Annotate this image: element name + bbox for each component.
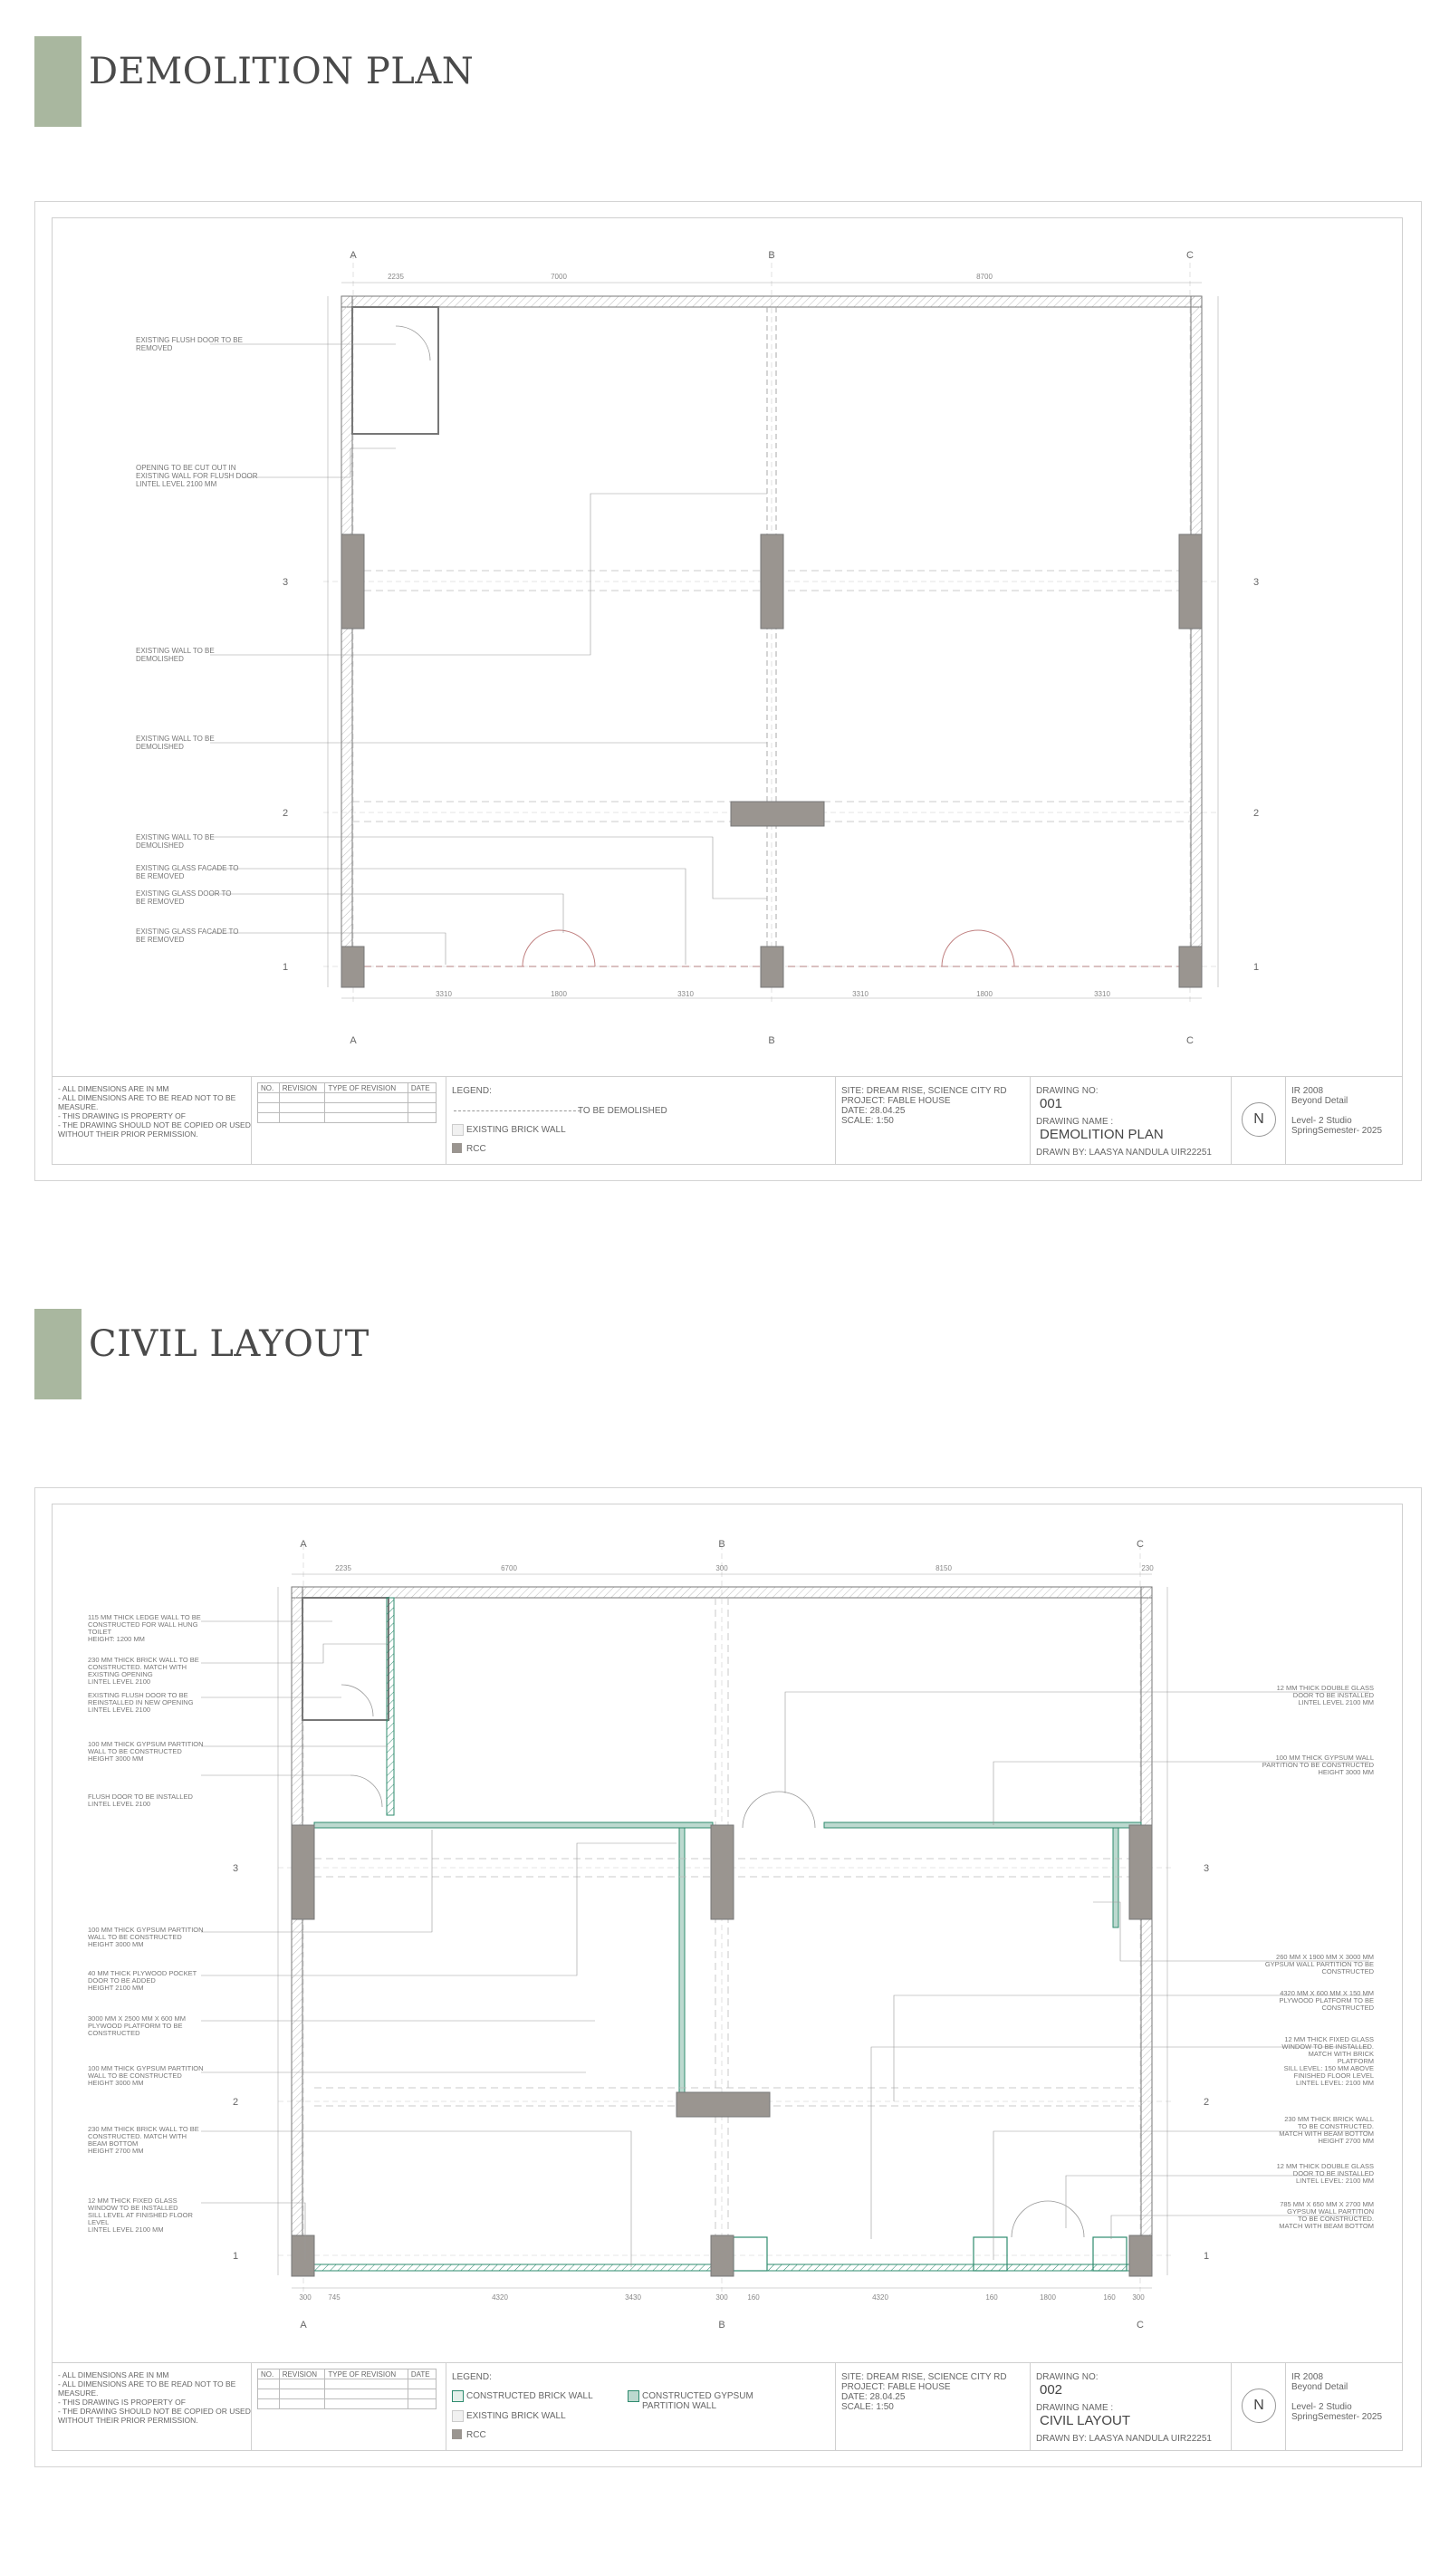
- svg-text:DOOR TO BE INSTALLED: DOOR TO BE INSTALLED: [1292, 1691, 1374, 1699]
- svg-text:BEAM BOTTOM: BEAM BOTTOM: [88, 2139, 139, 2148]
- dim-label: 2235: [388, 273, 404, 281]
- svg-text:WALL TO BE CONSTRUCTED: WALL TO BE CONSTRUCTED: [88, 1747, 182, 1755]
- svg-text:3310: 3310: [677, 990, 694, 998]
- annotation: 230 MM THICK BRICK WALL: [1284, 2115, 1374, 2123]
- dim-label: 2235: [335, 1564, 351, 1572]
- svg-text:SILL LEVEL: 150 MM ABOVE: SILL LEVEL: 150 MM ABOVE: [1283, 2064, 1374, 2072]
- annotation: 12 MM THICK FIXED GLASS: [1284, 2035, 1374, 2043]
- svg-text:HEIGHT 3000 MM: HEIGHT 3000 MM: [88, 1754, 144, 1763]
- notes-cell: [53, 2363, 252, 2450]
- drawing-no: 002: [1040, 2382, 1063, 2398]
- svg-text:GYPSUM WALL PARTITION: GYPSUM WALL PARTITION: [1287, 2207, 1374, 2216]
- section-title: CIVIL LAYOUT: [89, 1323, 369, 1365]
- svg-text:1: 1: [1252, 962, 1260, 973]
- svg-text:HEIGHT 3000 MM: HEIGHT 3000 MM: [88, 2079, 144, 2087]
- course-info: IR 2008 Beyond Detail Level- 2 Studio SpringSemester- 2025: [1291, 2372, 1383, 2422]
- svg-text:BE REMOVED: BE REMOVED: [136, 936, 185, 944]
- section-accent-band: [34, 1309, 82, 1399]
- svg-text:C: C: [1186, 1035, 1194, 1046]
- drawing-name-label: DRAWING NAME :: [1036, 2403, 1114, 2413]
- demolish-line: [454, 1110, 581, 1111]
- annotation: 100 MM THICK GYPSUM PARTITION: [88, 2064, 204, 2072]
- svg-text:DOOR TO BE INSTALLED: DOOR TO BE INSTALLED: [1292, 2169, 1374, 2177]
- annotation: EXISTING WALL TO BE: [136, 647, 215, 655]
- north-cell: [1232, 1077, 1286, 1164]
- svg-text:SILL LEVEL AT FINISHED FLOOR: SILL LEVEL AT FINISHED FLOOR: [88, 2211, 193, 2219]
- svg-text:3310: 3310: [436, 990, 452, 998]
- svg-text:3310: 3310: [852, 990, 868, 998]
- drawing-no-label: DRAWING NO:: [1036, 1086, 1099, 1096]
- svg-text:1800: 1800: [1040, 2293, 1056, 2302]
- drawing-name-label: DRAWING NAME :: [1036, 1117, 1114, 1127]
- svg-text:PLYWOOD PLATFORM TO BE: PLYWOOD PLATFORM TO BE: [88, 2022, 183, 2030]
- revision-table: [257, 1082, 437, 1123]
- annotation: 3000 MM X 2500 MM X 600 MM: [88, 2014, 186, 2023]
- section-accent-band: [34, 36, 82, 127]
- general-notes: - ALL DIMENSIONS ARE IN MM - ALL DIMENSIONS ARE TO BE READ NOT TO BE MEASURE. - THIS DRAWING IS PROPERTY OF - THE DRAWING SHOULD NOT BE COPIED OR USED WITHOUT THEIR PRIOR PERMISSION.: [58, 2370, 251, 2425]
- grid-label: A: [300, 1539, 307, 1550]
- svg-text:HEIGHT 2100 MM: HEIGHT 2100 MM: [88, 1984, 144, 1992]
- annotation: 4320 MM X 600 MM X 150 MM: [1280, 1989, 1374, 1997]
- rev-header: DATE: [408, 1083, 436, 1093]
- svg-text:LINTEL LEVEL 2100 MM: LINTEL LEVEL 2100 MM: [136, 480, 217, 488]
- site-cell: [836, 2363, 1031, 2450]
- demolition-plan-drawing: [52, 217, 1401, 1078]
- rev-header: REVISION: [279, 1083, 325, 1093]
- annotation: EXISTING WALL TO BE: [136, 735, 215, 743]
- svg-text:1: 1: [282, 962, 289, 973]
- svg-text:DEMOLISHED: DEMOLISHED: [136, 655, 184, 663]
- svg-text:6700: 6700: [501, 1564, 517, 1572]
- rev-header: NO.: [258, 1083, 280, 1093]
- rev-header: TYPE OF REVISION: [325, 1083, 408, 1093]
- legend-swatch-rcc: [452, 1143, 462, 1153]
- drawing-name: DEMOLITION PLAN: [1040, 1127, 1164, 1142]
- svg-text:PARTITION TO BE CONSTRUCTED: PARTITION TO BE CONSTRUCTED: [1262, 1761, 1374, 1769]
- annotation: EXISTING GLASS FACADE TO: [136, 864, 239, 872]
- legend-cell: [446, 2363, 836, 2450]
- annotation: EXISTING GLASS DOOR TO: [136, 889, 232, 898]
- north-cell: [1232, 2363, 1286, 2450]
- svg-text:3430: 3430: [625, 2293, 641, 2302]
- svg-text:230: 230: [1141, 1564, 1154, 1572]
- svg-text:8700: 8700: [976, 273, 993, 281]
- svg-text:BE REMOVED: BE REMOVED: [136, 898, 185, 906]
- site-info: SITE: DREAM RISE, SCIENCE CITY RD PROJECT: FABLE HOUSE DATE: 28.04.25 SCALE: 1:50: [841, 2372, 1007, 2412]
- drawn-by: DRAWN BY: LAASYA NANDULA UIR22251: [1036, 2434, 1212, 2444]
- annotation: 260 MM X 1900 MM X 3000 MM: [1276, 1953, 1374, 1961]
- annotation: EXISTING GLASS FACADE TO: [136, 928, 239, 936]
- svg-text:3: 3: [1252, 577, 1260, 588]
- svg-text:1: 1: [232, 2251, 239, 2262]
- svg-text:WALL TO BE CONSTRUCTED: WALL TO BE CONSTRUCTED: [88, 1933, 182, 1941]
- legend-swatch-constructed: [452, 2390, 464, 2402]
- drawing-info-cell: [1031, 1077, 1232, 1164]
- svg-text:2: 2: [282, 808, 289, 819]
- legend-swatch-rcc: [452, 2429, 462, 2439]
- svg-text:LINTEL LEVEL 2100: LINTEL LEVEL 2100: [88, 1800, 151, 1808]
- svg-text:EXISTING OPENING: EXISTING OPENING: [88, 1670, 153, 1678]
- svg-text:TO BE CONSTRUCTED.: TO BE CONSTRUCTED.: [1297, 2122, 1374, 2130]
- svg-text:160: 160: [985, 2293, 998, 2302]
- svg-text:300: 300: [299, 2293, 312, 2302]
- svg-text:WINDOW TO BE INSTALLED: WINDOW TO BE INSTALLED: [88, 2204, 178, 2212]
- legend-title: LEGEND:: [452, 2372, 492, 2382]
- svg-text:LINTEL LEVEL 2100: LINTEL LEVEL 2100: [88, 1706, 151, 1714]
- svg-text:C: C: [1137, 2320, 1144, 2331]
- svg-text:3: 3: [282, 577, 289, 588]
- north-arrow-icon: N: [1242, 2389, 1276, 2423]
- legend-item: CONSTRUCTED GYPSUM PARTITION WALL: [642, 2391, 753, 2411]
- svg-text:MATCH WITH BRICK: MATCH WITH BRICK: [1308, 2050, 1374, 2058]
- title-block: [52, 1076, 1403, 1165]
- svg-text:LINTEL LEVEL 2100 MM: LINTEL LEVEL 2100 MM: [1298, 1698, 1374, 1706]
- svg-text:A: A: [350, 1035, 357, 1046]
- svg-text:WALL TO BE CONSTRUCTED: WALL TO BE CONSTRUCTED: [88, 2071, 182, 2080]
- svg-text:EXISTING WALL FOR FLUSH DOOR: EXISTING WALL FOR FLUSH DOOR: [136, 472, 258, 480]
- legend-item: EXISTING BRICK WALL: [466, 1125, 566, 1135]
- svg-text:CONSTRUCTED. MATCH WITH: CONSTRUCTED. MATCH WITH: [88, 2132, 187, 2140]
- svg-text:GYPSUM WALL PARTITION TO BE: GYPSUM WALL PARTITION TO BE: [1264, 1960, 1374, 1968]
- svg-text:3: 3: [1203, 1863, 1210, 1874]
- annotation: EXISTING FLUSH DOOR TO BE: [136, 336, 243, 344]
- annotation: 230 MM THICK BRICK WALL TO BE: [88, 2125, 199, 2133]
- svg-text:2: 2: [1252, 808, 1260, 819]
- svg-text:1: 1: [1203, 2251, 1210, 2262]
- legend-swatch-gypsum: [628, 2390, 639, 2402]
- svg-text:2: 2: [1203, 2097, 1210, 2108]
- svg-text:B: B: [768, 1035, 775, 1046]
- annotation: EXISTING FLUSH DOOR TO BE: [88, 1691, 188, 1699]
- svg-text:7000: 7000: [551, 273, 567, 281]
- drawing-info-cell: [1031, 2363, 1232, 2450]
- site-cell: [836, 1077, 1031, 1164]
- svg-text:WINDOW TO BE INSTALLED.: WINDOW TO BE INSTALLED.: [1281, 2043, 1374, 2051]
- annotation: 12 MM THICK DOUBLE GLASS: [1276, 2162, 1374, 2170]
- annotation: 100 MM THICK GYPSUM PARTITION: [88, 1926, 204, 1934]
- annotation: 100 MM THICK GYPSUM WALL: [1275, 1754, 1374, 1762]
- rev-header: NO.: [258, 2369, 280, 2379]
- drawing-no: 001: [1040, 1096, 1063, 1111]
- svg-text:4320: 4320: [872, 2293, 888, 2302]
- legend-item: TO BE DEMOLISHED: [578, 1106, 667, 1116]
- svg-text:B: B: [718, 2320, 725, 2331]
- svg-text:B: B: [768, 250, 775, 261]
- svg-text:DEMOLISHED: DEMOLISHED: [136, 743, 184, 751]
- svg-text:8150: 8150: [936, 1564, 952, 1572]
- annotation: EXISTING WALL TO BE: [136, 833, 215, 841]
- svg-text:DOOR TO BE ADDED: DOOR TO BE ADDED: [88, 1976, 156, 1985]
- annotation: 100 MM THICK GYPSUM PARTITION: [88, 1740, 204, 1748]
- svg-text:DEMOLISHED: DEMOLISHED: [136, 841, 184, 850]
- site-info: SITE: DREAM RISE, SCIENCE CITY RD PROJECT: FABLE HOUSE DATE: 28.04.25 SCALE: 1:50: [841, 1086, 1007, 1126]
- svg-text:HEIGHT 3000 MM: HEIGHT 3000 MM: [1318, 1768, 1374, 1776]
- svg-text:C: C: [1186, 250, 1194, 261]
- annotation: OPENING TO BE CUT OUT IN: [136, 464, 236, 472]
- legend-item: CONSTRUCTED BRICK WALL: [466, 2391, 593, 2401]
- svg-text:160: 160: [1103, 2293, 1116, 2302]
- svg-text:300: 300: [715, 2293, 728, 2302]
- annotation: 12 MM THICK DOUBLE GLASS: [1276, 1684, 1374, 1692]
- svg-text:A: A: [300, 2320, 307, 2331]
- svg-text:160: 160: [747, 2293, 760, 2302]
- svg-text:PLATFORM: PLATFORM: [1337, 2057, 1374, 2065]
- svg-text:REINSTALLED IN NEW OPENING: REINSTALLED IN NEW OPENING: [88, 1698, 194, 1706]
- svg-text:C: C: [1137, 1539, 1144, 1550]
- annotation: 12 MM THICK FIXED GLASS: [88, 2196, 178, 2205]
- svg-text:HEIGHT 3000 MM: HEIGHT 3000 MM: [88, 1940, 144, 1948]
- rev-header: TYPE OF REVISION: [325, 2369, 408, 2379]
- section-title: DEMOLITION PLAN: [89, 51, 475, 92]
- svg-text:300: 300: [1132, 2293, 1145, 2302]
- legend-swatch-existing: [452, 1124, 464, 1136]
- course-cell: [1286, 2363, 1402, 2450]
- drawing-name: CIVIL LAYOUT: [1040, 2413, 1131, 2428]
- svg-text:HEIGHT: 1200 MM: HEIGHT: 1200 MM: [88, 1635, 145, 1643]
- grid-label: A: [350, 250, 357, 261]
- svg-text:B: B: [718, 1539, 725, 1550]
- svg-text:TOILET: TOILET: [88, 1628, 112, 1636]
- drawing-no-label: DRAWING NO:: [1036, 2372, 1099, 2382]
- legend-swatch-existing: [452, 2410, 464, 2422]
- svg-text:MATCH WITH BEAM BOTTOM: MATCH WITH BEAM BOTTOM: [1279, 2222, 1374, 2230]
- drawn-by: DRAWN BY: LAASYA NANDULA UIR22251: [1036, 1148, 1212, 1158]
- svg-text:LINTEL LEVEL 2100: LINTEL LEVEL 2100: [88, 1677, 151, 1686]
- course-cell: [1286, 1077, 1402, 1164]
- legend-item: RCC: [466, 1144, 486, 1154]
- legend-title: LEGEND:: [452, 1086, 492, 1096]
- svg-text:CONSTRUCTED: CONSTRUCTED: [88, 2029, 140, 2037]
- svg-text:LINTEL LEVEL: 2100 MM: LINTEL LEVEL: 2100 MM: [1295, 2079, 1374, 2087]
- annotation: 785 MM X 650 MM X 2700 MM: [1280, 2200, 1374, 2208]
- notes-cell: [53, 1077, 252, 1164]
- civil-layout-drawing: [52, 1504, 1401, 2364]
- svg-text:2: 2: [232, 2097, 239, 2108]
- svg-text:BE REMOVED: BE REMOVED: [136, 872, 185, 880]
- revision-cell: [252, 1077, 446, 1164]
- svg-text:CONSTRUCTED: CONSTRUCTED: [1321, 2004, 1374, 2012]
- svg-text:3310: 3310: [1094, 990, 1110, 998]
- svg-text:300: 300: [715, 1564, 728, 1572]
- svg-text:CONSTRUCTED: CONSTRUCTED: [1321, 1967, 1374, 1975]
- rev-header: DATE: [408, 2369, 436, 2379]
- svg-text:FINISHED FLOOR LEVEL: FINISHED FLOOR LEVEL: [1293, 2071, 1374, 2080]
- svg-text:PLYWOOD PLATFORM TO BE: PLYWOOD PLATFORM TO BE: [1279, 1996, 1374, 2004]
- rev-header: REVISION: [279, 2369, 325, 2379]
- svg-text:1800: 1800: [976, 990, 993, 998]
- svg-text:CONSTRUCTED FOR WALL HUNG: CONSTRUCTED FOR WALL HUNG: [88, 1620, 198, 1629]
- svg-text:CONSTRUCTED. MATCH WITH: CONSTRUCTED. MATCH WITH: [88, 1663, 187, 1671]
- svg-text:REMOVED: REMOVED: [136, 344, 173, 352]
- legend-item: EXISTING BRICK WALL: [466, 2411, 566, 2421]
- legend-cell: [446, 1077, 836, 1164]
- svg-text:LINTEL LEVEL: 2100 MM: LINTEL LEVEL: 2100 MM: [1295, 2177, 1374, 2185]
- annotation: 230 MM THICK BRICK WALL TO BE: [88, 1656, 199, 1664]
- svg-text:4320: 4320: [492, 2293, 508, 2302]
- revision-cell: [252, 2363, 446, 2450]
- svg-text:HEIGHT 2700 MM: HEIGHT 2700 MM: [88, 2147, 144, 2155]
- north-arrow-icon: N: [1242, 1102, 1276, 1137]
- general-notes: - ALL DIMENSIONS ARE IN MM - ALL DIMENSIONS ARE TO BE READ NOT TO BE MEASURE. - THIS DRAWING IS PROPERTY OF - THE DRAWING SHOULD NOT BE COPIED OR USED WITHOUT THEIR PRIOR PERMISSION.: [58, 1084, 251, 1139]
- legend-item: RCC: [466, 2430, 486, 2440]
- svg-text:HEIGHT 2700 MM: HEIGHT 2700 MM: [1318, 2137, 1374, 2145]
- course-info: IR 2008 Beyond Detail Level- 2 Studio SpringSemester- 2025: [1291, 1086, 1383, 1136]
- svg-text:TO BE CONSTRUCTED.: TO BE CONSTRUCTED.: [1297, 2215, 1374, 2223]
- svg-text:1800: 1800: [551, 990, 567, 998]
- svg-text:745: 745: [328, 2293, 341, 2302]
- annotation: FLUSH DOOR TO BE INSTALLED: [88, 1793, 193, 1801]
- revision-table: [257, 2369, 437, 2409]
- svg-text:3: 3: [232, 1863, 239, 1874]
- annotation: 115 MM THICK LEDGE WALL TO BE: [88, 1613, 201, 1621]
- svg-text:LEVEL: LEVEL: [88, 2218, 110, 2226]
- svg-text:MATCH WITH BEAM BOTTOM: MATCH WITH BEAM BOTTOM: [1279, 2129, 1374, 2138]
- title-block: [52, 2362, 1403, 2451]
- annotation: 40 MM THICK PLYWOOD POCKET: [88, 1969, 197, 1977]
- svg-text:LINTEL LEVEL 2100 MM: LINTEL LEVEL 2100 MM: [88, 2225, 164, 2234]
